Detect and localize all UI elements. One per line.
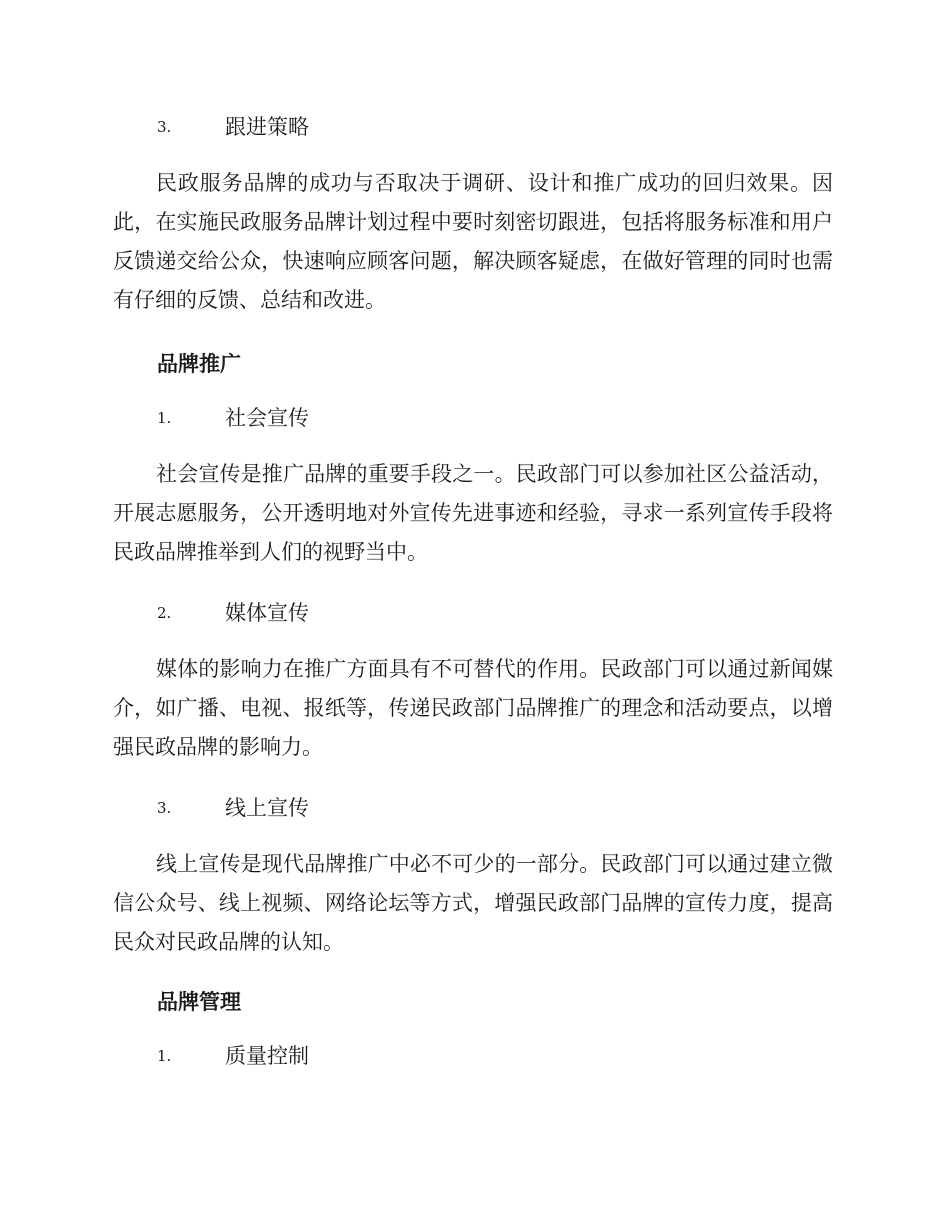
paragraph-social-publicity: 社会宣传是推广品牌的重要手段之一。民政部门可以参加社区公益活动，开展志愿服务，公开透明地对外宣传先进事迹和经验，寻求一系列宣传手段将民政品牌推举到人们的视野当中。	[113, 462, 833, 564]
list-item-quality-control	[157, 1041, 309, 1071]
list-item-media-publicity	[157, 598, 309, 628]
list-item-label: 社会宣传	[225, 406, 309, 430]
list-item-label: 质量控制	[225, 1044, 309, 1068]
section-heading-brand-management: 品牌管理	[157, 989, 241, 1014]
list-item-label: 线上宣传	[225, 796, 309, 820]
paragraph-online-publicity: 线上宣传是现代品牌推广中必不可少的一部分。民政部门可以通过建立微信公众号、线上视频、网络论坛等方式，增强民政部门品牌的宣传力度，提高民众对民政品牌的认知。	[113, 852, 833, 954]
list-item-online-publicity	[157, 793, 309, 823]
paragraph-follow-up-strategy: 民政服务品牌的成功与否取决于调研、设计和推广成功的回归效果。因此，在实施民政服务品牌计划过程中要时刻密切跟进，包括将服务标准和用户反馈递交给公众，快速响应顾客问题，解决顾客疑虑，在做好管理的同时也需有仔细的反馈、总结和改进。	[113, 171, 833, 312]
list-item-label: 跟进策略	[225, 115, 309, 139]
list-item-follow-up-strategy	[157, 112, 309, 142]
list-item-number: 2.	[157, 604, 172, 622]
list-item-label: 媒体宣传	[225, 601, 309, 625]
list-item-number: 3.	[157, 799, 172, 817]
list-item-number: 1.	[157, 1047, 172, 1065]
list-item-number: 1.	[157, 409, 172, 427]
list-item-social-publicity	[157, 403, 309, 433]
list-item-number: 3.	[157, 118, 172, 136]
section-heading-brand-promotion: 品牌推广	[157, 351, 241, 376]
paragraph-media-publicity: 媒体的影响力在推广方面具有不可替代的作用。民政部门可以通过新闻媒介，如广播、电视、报纸等，传递民政部门品牌推广的理念和活动要点，以增强民政品牌的影响力。	[113, 657, 833, 759]
